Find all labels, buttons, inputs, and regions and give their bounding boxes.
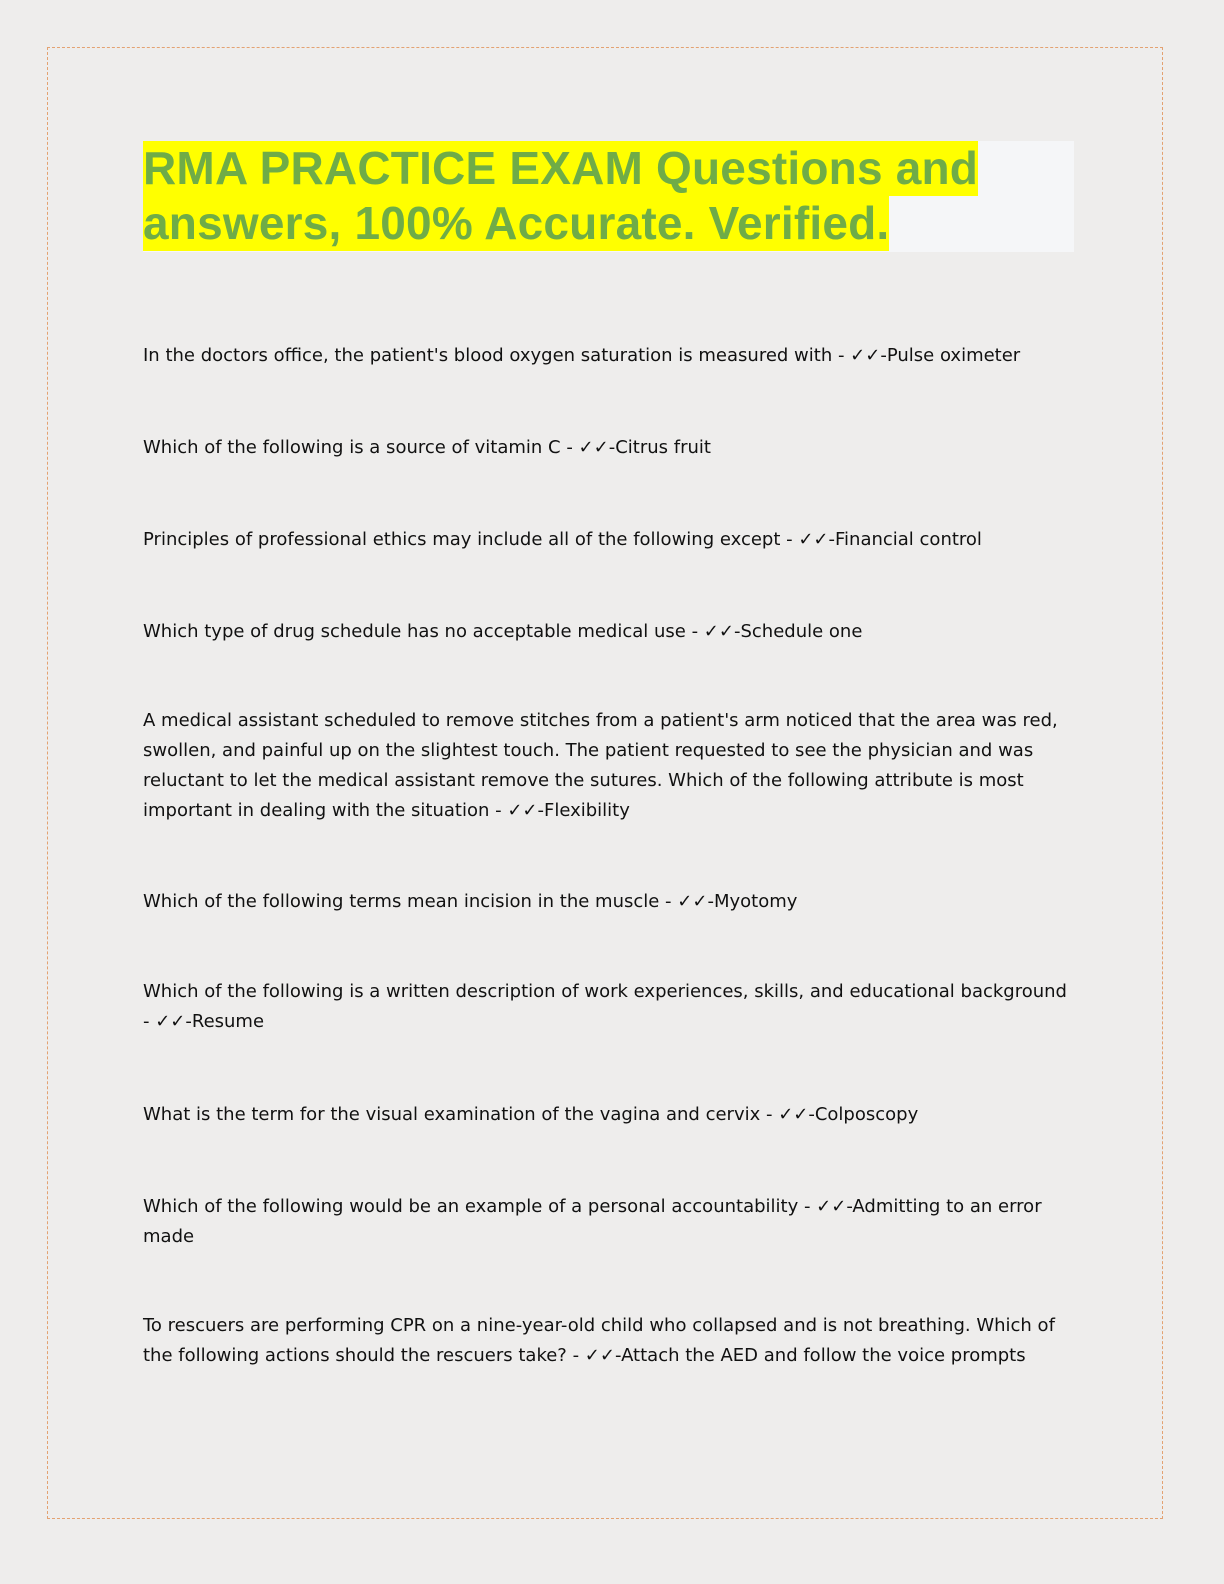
- document-title: [143, 141, 1074, 252]
- question-answer-4: Which type of drug schedule has no acceptable medical use - ✓✓-Schedule one: [143, 621, 863, 642]
- title-line-2: answers, 100% Accurate. Verified.: [143, 197, 890, 249]
- question-answer-10: To rescuers are performing CPR on a nine-year-old child who collapsed and is not breathing. Which of the following actions should the rescuers take? - ✓✓-Attach the AED and follow the voice prompts: [143, 1315, 1055, 1366]
- question-answer-2: Which of the following is a source of vitamin C - ✓✓-Citrus fruit: [143, 437, 711, 458]
- question-answer-8: What is the term for the visual examination of the vagina and cervix - ✓✓-Colposcopy: [143, 1104, 919, 1125]
- question-answer-7: Which of the following is a written description of work experiences, skills, and educational background - ✓✓-Resume: [143, 981, 1067, 1032]
- question-answer-5: A medical assistant scheduled to remove stitches from a patient's arm noticed that the area was red, swollen, and painful up on the slightest touch. The patient requested to see the physician and was reluctant to let the medical assistant remove the sutures. Which of the following attribute is most important in dealing with the situation - ✓✓-Flexibility: [143, 710, 1058, 821]
- question-answer-9: Which of the following would be an example of a personal accountability - ✓✓-Admitting to an error made: [143, 1196, 1042, 1247]
- title-line-1: RMA PRACTICE EXAM Questions and: [143, 142, 979, 194]
- question-answer-6: Which of the following terms mean incision in the muscle - ✓✓-Myotomy: [143, 891, 798, 912]
- question-answer-3: Principles of professional ethics may include all of the following except - ✓✓-Financial control: [143, 529, 982, 550]
- question-answer-1: In the doctors office, the patient's blood oxygen saturation is measured with - ✓✓-Pulse oximeter: [143, 345, 1021, 366]
